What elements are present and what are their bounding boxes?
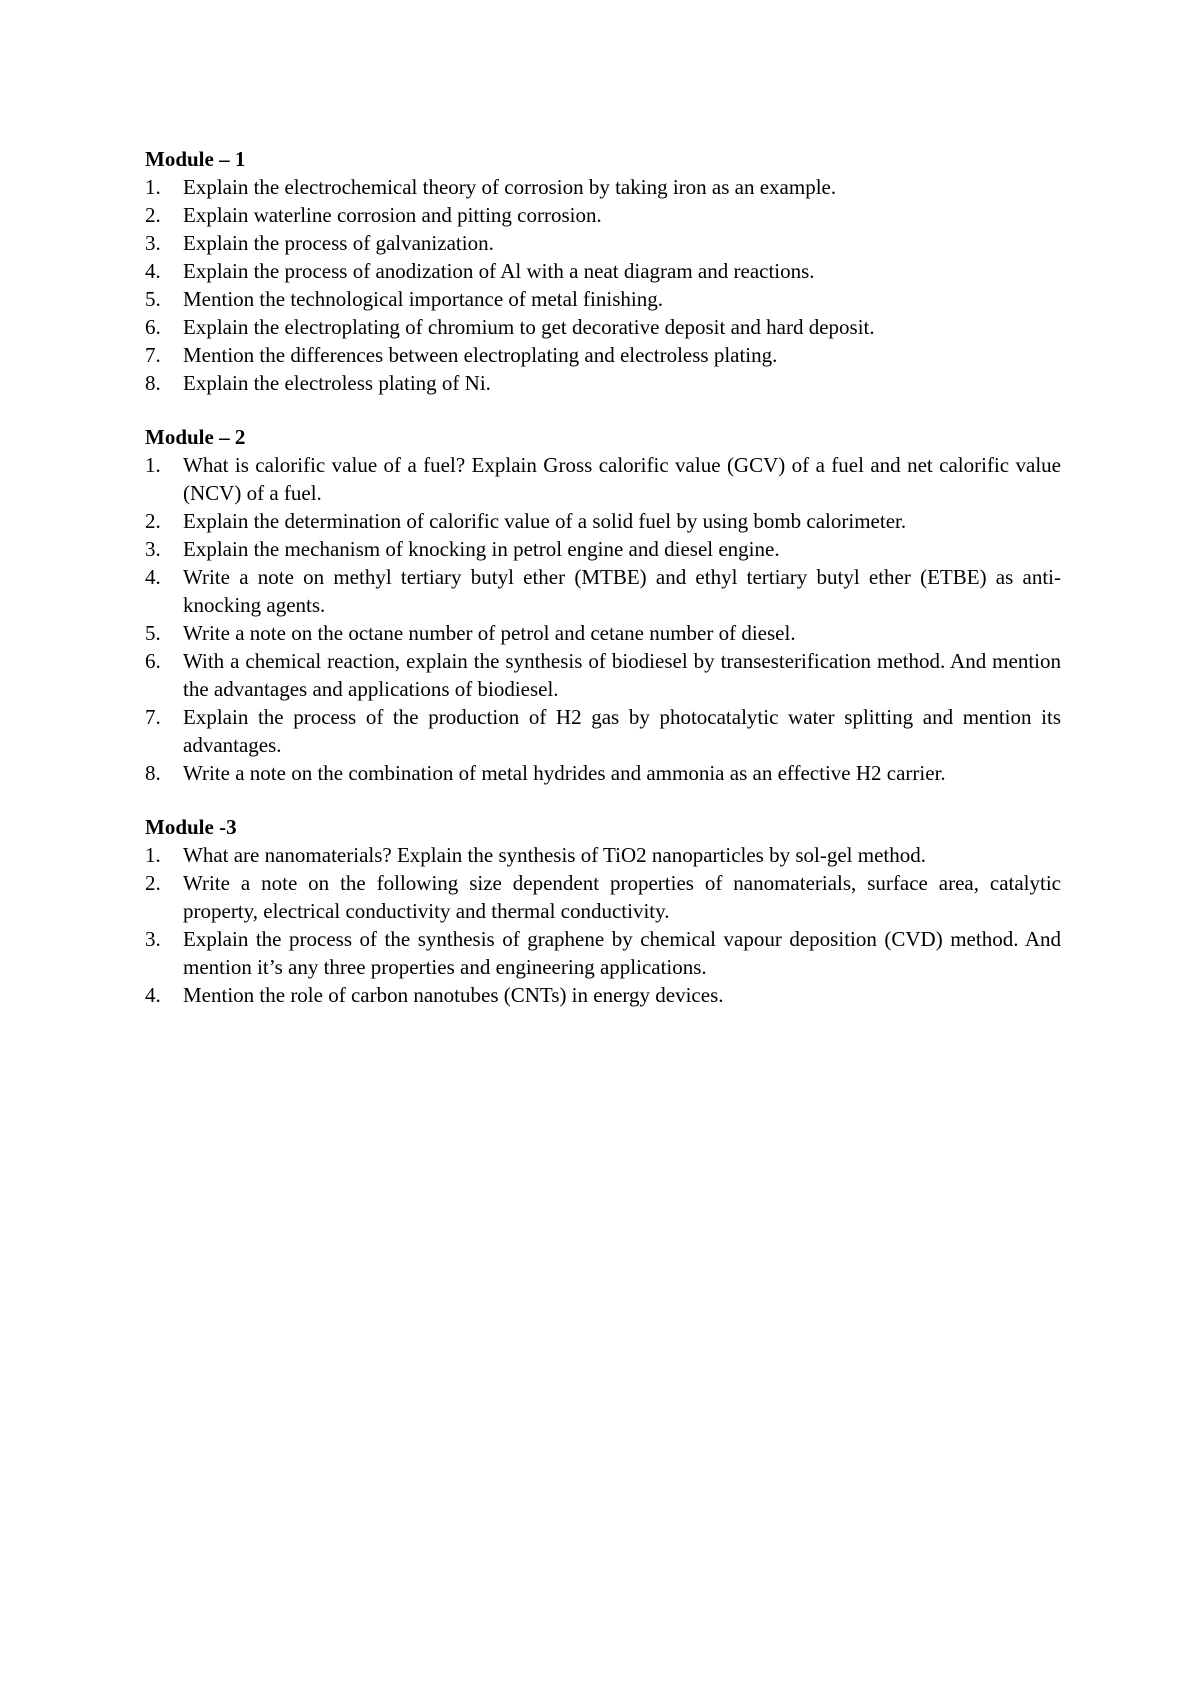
question-number: 3.: [145, 927, 161, 951]
question-item: [145, 507, 1061, 535]
question-item: [145, 925, 1061, 981]
question-number: 1.: [145, 453, 161, 477]
question-item: [145, 341, 1061, 369]
question-item: [145, 285, 1061, 313]
question-item: [145, 619, 1061, 647]
question-number: 3.: [145, 231, 161, 255]
question-number: 4.: [145, 259, 161, 283]
question-item: [145, 313, 1061, 341]
question-number: 2.: [145, 203, 161, 227]
document-page: [145, 145, 1061, 1035]
question-text: Explain the electroplating of chromium to get decorative deposit and hard deposit.: [183, 315, 875, 339]
question-item: [145, 229, 1061, 257]
question-number: 4.: [145, 983, 161, 1007]
module-1-title: Module – 1: [145, 147, 246, 171]
question-text: Write a note on methyl tertiary butyl ether (MTBE) and ethyl tertiary butyl ether (ETBE) as anti-knocking agents.: [183, 565, 1061, 617]
question-item: [145, 841, 1061, 869]
question-item: [145, 201, 1061, 229]
module-3-question-list: [145, 841, 1061, 1009]
question-text: Write a note on the octane number of petrol and cetane number of diesel.: [183, 621, 796, 645]
question-text: Explain the electrochemical theory of corrosion by taking iron as an example.: [183, 175, 837, 199]
question-number: 8.: [145, 371, 161, 395]
question-item: [145, 369, 1061, 397]
question-item: [145, 869, 1061, 925]
question-text: Write a note on the combination of metal hydrides and ammonia as an effective H2 carrier.: [183, 761, 946, 785]
question-number: 1.: [145, 843, 161, 867]
module-2-section: [145, 423, 1061, 787]
question-item: [145, 451, 1061, 507]
question-number: 4.: [145, 565, 161, 589]
question-text: Write a note on the following size dependent properties of nanomaterials, surface area, catalytic property, electrical conductivity and thermal conductivity.: [183, 871, 1061, 923]
question-text: Mention the role of carbon nanotubes (CNTs) in energy devices.: [183, 983, 724, 1007]
module-3-section: [145, 813, 1061, 1009]
question-number: 2.: [145, 509, 161, 533]
question-text: Explain the process of anodization of Al with a neat diagram and reactions.: [183, 259, 815, 283]
question-item: [145, 981, 1061, 1009]
question-number: 1.: [145, 175, 161, 199]
question-text: Explain waterline corrosion and pitting corrosion.: [183, 203, 602, 227]
question-text: Explain the process of the synthesis of graphene by chemical vapour deposition (CVD) method. And mention it’s any three properties and engineering applications.: [183, 927, 1061, 979]
question-item: [145, 563, 1061, 619]
question-item: [145, 647, 1061, 703]
question-text: Mention the differences between electroplating and electroless plating.: [183, 343, 778, 367]
module-1-section: [145, 145, 1061, 397]
question-item: [145, 173, 1061, 201]
question-number: 8.: [145, 761, 161, 785]
question-text: Explain the electroless plating of Ni.: [183, 371, 491, 395]
question-number: 2.: [145, 871, 161, 895]
question-text: Explain the process of galvanization.: [183, 231, 494, 255]
question-number: 3.: [145, 537, 161, 561]
question-number: 5.: [145, 621, 161, 645]
question-text: Explain the process of the production of H2 gas by photocatalytic water splitting and mention its advantages.: [183, 705, 1061, 757]
question-item: [145, 703, 1061, 759]
question-text: Explain the mechanism of knocking in petrol engine and diesel engine.: [183, 537, 780, 561]
question-number: 6.: [145, 315, 161, 339]
question-item: [145, 535, 1061, 563]
module-1-question-list: [145, 173, 1061, 397]
question-number: 7.: [145, 705, 161, 729]
module-3-title: Module -3: [145, 815, 237, 839]
question-item: [145, 759, 1061, 787]
question-text: With a chemical reaction, explain the synthesis of biodiesel by transesterification method. And mention the advantages and applications of biodiesel.: [183, 649, 1061, 701]
question-item: [145, 257, 1061, 285]
question-text: What is calorific value of a fuel? Explain Gross calorific value (GCV) of a fuel and net calorific value (NCV) of a fuel.: [183, 453, 1061, 505]
question-number: 6.: [145, 649, 161, 673]
module-2-question-list: [145, 451, 1061, 787]
question-number: 7.: [145, 343, 161, 367]
question-number: 5.: [145, 287, 161, 311]
question-text: What are nanomaterials? Explain the synthesis of TiO2 nanoparticles by sol-gel method.: [183, 843, 926, 867]
question-text: Explain the determination of calorific value of a solid fuel by using bomb calorimeter.: [183, 509, 907, 533]
module-2-title: Module – 2: [145, 425, 246, 449]
question-text: Mention the technological importance of metal finishing.: [183, 287, 663, 311]
